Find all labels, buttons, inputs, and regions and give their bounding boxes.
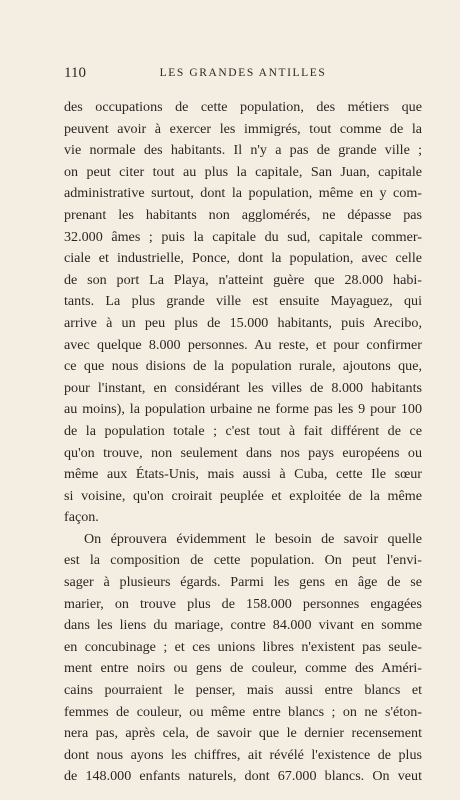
page-number: 110 — [64, 65, 86, 81]
text-line: même aux États-Unis, mais aussi à Cuba, cette Ile sœur — [64, 466, 422, 483]
text-line: ciale et industrielle, Ponce, dont la population, avec celle — [64, 250, 422, 267]
text-line: peuvent avoir à exercer les immigrés, tout comme de la — [64, 120, 422, 137]
text-line: On éprouvera évidemment le besoin de savoir quelle — [84, 530, 422, 547]
text-line: ment entre noirs ou gens de couleur, comme des Améri- — [64, 660, 422, 677]
text-line: de 148.000 enfants naturels, dont 67.000 blancs. On veut — [64, 768, 422, 785]
text-line: administrative surtout, dont la population, même en y com- — [64, 185, 422, 202]
text-line: nera pas, après cela, de savoir que le dernier recensement — [64, 725, 422, 742]
text-line: si voisine, qu'on croirait peuplée et exploitée de la même — [64, 487, 422, 504]
running-title: LES GRANDES ANTILLES — [159, 67, 327, 79]
text-line: qu'on trouve, non seulement dans nos pays européens ou — [64, 444, 422, 461]
text-line: dans les liens du mariage, contre 84.000 vivant en somme — [64, 617, 422, 634]
text-line: de son port La Playa, n'atteint guère que 28.000 habi- — [64, 271, 422, 288]
text-line: cains pourraient le penser, mais aussi entre blancs et — [64, 682, 422, 699]
text-line: des occupations de cette population, des métiers que — [64, 99, 422, 115]
text-line: vie normale des habitants. Il n'y a pas de grande ville ; — [64, 142, 422, 159]
text-line: en concubinage ; et ces unions libres n'existent pas seule- — [64, 638, 422, 655]
text-line: de la population totale ; c'est tout à fait différent de ce — [64, 422, 422, 439]
text-line: prenant les habitants non agglomérés, ne dépasse pas — [64, 206, 422, 223]
text-line: femmes de couleur, ou même entre blancs ; on ne s'éton- — [64, 703, 422, 720]
body-text — [64, 97, 422, 788]
text-line: arrive à un peu plus de 15.000 habitants, puis Arecibo, — [64, 314, 422, 331]
text-line: au moins), la population urbaine ne forme pas les 9 pour 100 — [64, 401, 422, 418]
running-head — [64, 63, 422, 83]
text-line: pour l'instant, en considérant les villes de 8.000 habitants — [64, 379, 422, 396]
text-line: est la composition de cette population. On peut l'envi- — [64, 552, 422, 569]
text-line: avec quelque 8.000 personnes. Au reste, et pour confirmer — [64, 336, 422, 353]
text-line: on peut citer tout au plus la capitale, San Juan, capitale — [64, 163, 422, 180]
text-line: ce que nous disions de la population rurale, ajoutons que, — [64, 358, 422, 375]
text-line: sager à plusieurs égards. Parmi les gens en âge de se — [64, 574, 422, 591]
text-line: tants. La plus grande ville est ensuite Mayaguez, qui — [64, 293, 422, 310]
text-line: façon. — [64, 509, 99, 526]
text-line: marier, on trouve plus de 158.000 personnes engagées — [64, 595, 422, 612]
text-line: dont nous ayons les chiffres, ait révélé l'existence de plus — [64, 746, 422, 763]
text-line: 32.000 âmes ; puis la capitale du sud, capitale commer- — [64, 228, 422, 245]
